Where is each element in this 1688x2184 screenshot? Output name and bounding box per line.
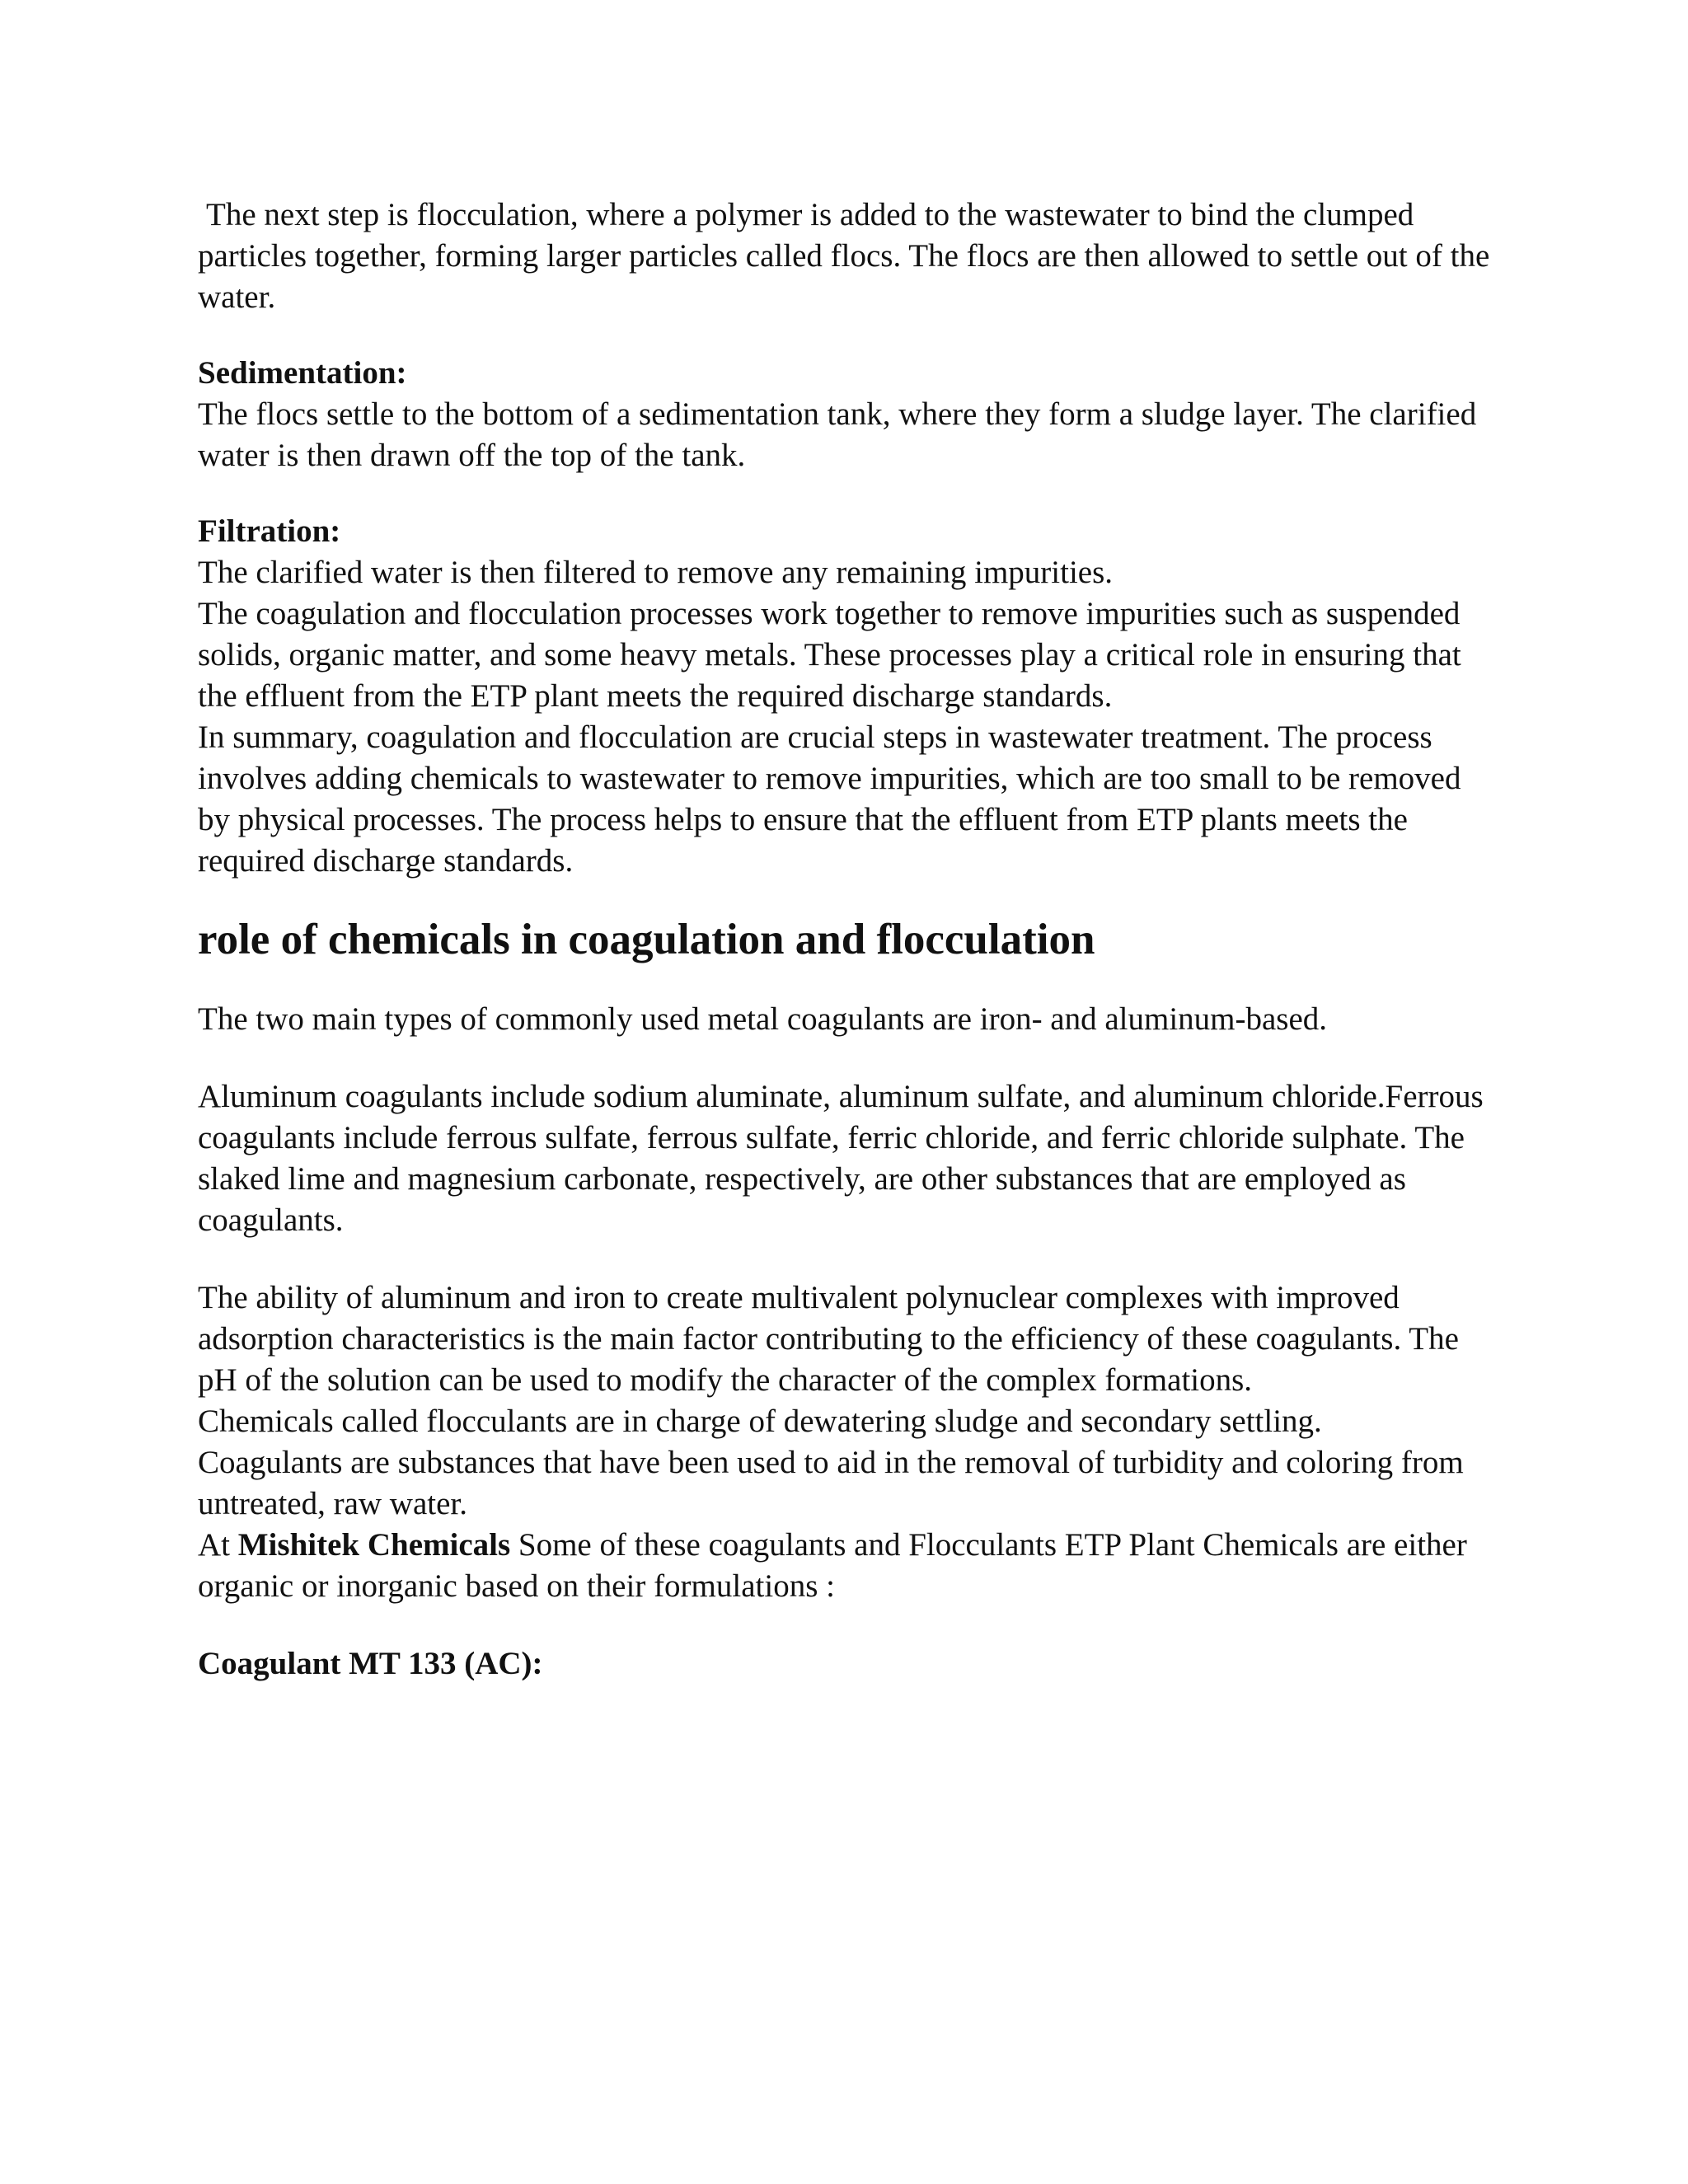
document-page xyxy=(198,194,1492,1685)
mishitek-rest: Some of these coagulants and Flocculants ETP Plant Chemicals are either organic or inorganic based on their formulations : xyxy=(198,1527,1467,1604)
flocculants-paragraph: Chemicals called flocculants are in charge of dewatering sludge and secondary settling. xyxy=(198,1404,1322,1439)
summary-paragraph: In summary, coagulation and flocculation are crucial steps in wastewater treatment. The process involves adding chemicals to wastewater to remove impurities, which are too small to be removed by physical processes. The process helps to ensure that the effluent from ETP plants meets the required discharge standards. xyxy=(198,719,1461,879)
spacer xyxy=(198,1040,1492,1076)
turbidity-paragraph: Coagulants are substances that have been used to aid in the removal of turbidity and coloring from untreated, raw water. xyxy=(198,1445,1464,1521)
filtration-paragraph: The clarified water is then filtered to remove any remaining impurities. xyxy=(198,555,1114,590)
filtration-heading: Filtration: xyxy=(198,513,341,549)
mishitek-brand: Mishitek Chemicals xyxy=(237,1527,511,1563)
section-heading: role of chemicals in coagulation and flocculation xyxy=(198,916,1095,963)
spacer xyxy=(198,882,1492,913)
sedimentation-heading: Sedimentation: xyxy=(198,355,407,391)
spacer xyxy=(198,1241,1492,1277)
sedimentation-paragraph: The flocs settle to the bottom of a sedimentation tank, where they form a sludge layer. The clarified water is then drawn off the top of the tank. xyxy=(198,396,1477,473)
spacer xyxy=(198,318,1492,353)
product-heading: Coagulant MT 133 (AC): xyxy=(198,1646,543,1681)
spacer xyxy=(198,476,1492,511)
coagulants-paragraph: Aluminum coagulants include sodium aluminate, aluminum sulfate, and aluminum chloride.Ferrous coagulants include ferrous sulfate, ferrous sulfate, ferric chloride, and ferric chloride sulphate. The slaked lime and magnesium carbonate, respectively, are other substances that are employed as coagulants. xyxy=(198,1079,1484,1238)
flocculation-paragraph: The next step is flocculation, where a polymer is added to the wastewater to bind the clumped particles together, forming larger particles called flocs. The flocs are then allowed to settle out of the water. xyxy=(198,197,1490,315)
processes-paragraph: The coagulation and flocculation processes work together to remove impurities such as suspended solids, organic matter, and some heavy metals. These processes play a critical role in ensuring that the effluent from the ETP plant meets the required discharge standards. xyxy=(198,596,1461,714)
mishitek-prefix: At xyxy=(198,1527,238,1563)
intro-paragraph: The two main types of commonly used metal coagulants are iron- and aluminum-based. xyxy=(198,1001,1328,1037)
spacer xyxy=(198,966,1492,999)
mishitek-paragraph xyxy=(198,1525,1492,1607)
ability-paragraph: The ability of aluminum and iron to create multivalent polynuclear complexes with improved adsorption characteristics is the main factor contributing to the efficiency of these coagulants. The pH of the solution can be used to modify the character of the complex formations. xyxy=(198,1280,1459,1398)
spacer xyxy=(198,1607,1492,1643)
